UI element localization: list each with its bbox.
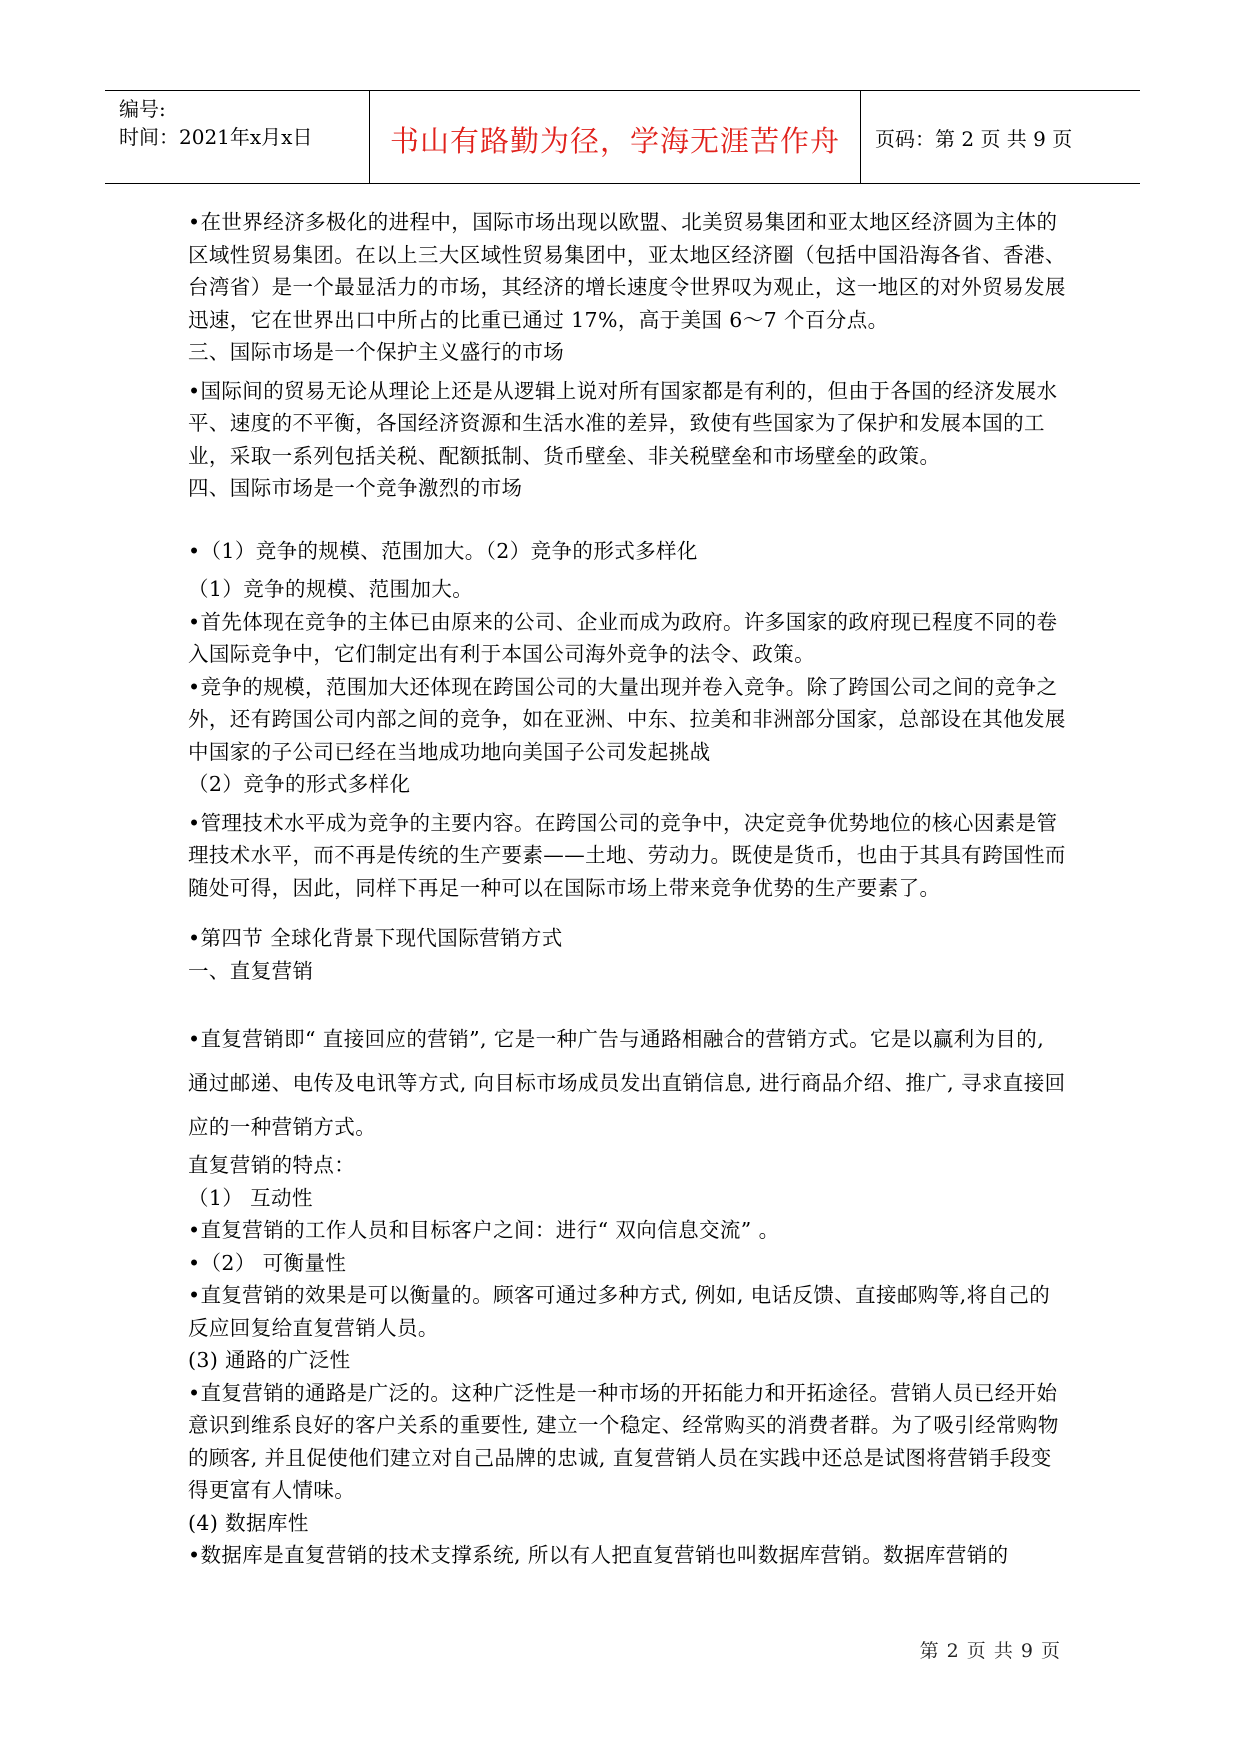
paragraph-multinational-competition: •竞争的规模，范围加大还体现在跨国公司的大量出现并卷入竞争。除了跨国公司之间的竞争之外，还有跨国公司内部之间的竞争，如在亚洲、中东、拉美和非洲部分国家，总部设在其他发展中国家的子公司已经在当地成功地向美国子公司发起挑战 <box>188 674 1066 764</box>
document-time-label: 时间：2021年x月x日 <box>119 125 313 149</box>
paragraph-protectionism: •国际间的贸易无论从理论上还是从逻辑上说对所有国家都是有利的，但由于各国的经济发展水平、速度的不平衡，各国经济资源和生活水准的差异，致使有些国家为了保护和发展本国的工业，采取一系列包括关税、配额抵制、货币壁垒、非关税壁垒和市场壁垒的政策。 <box>188 378 1058 468</box>
paragraph-competition-summary: •（1）竞争的规模、范围加大。（2）竞争的形式多样化 <box>188 538 698 563</box>
paragraph-channel-breadth: •直复营销的通路是广泛的。这种广泛性是一种市场的开拓能力和开拓途径。营销人员已经开始意识到维系良好的客户关系的重要性, 建立一个稳定、经常购买的消费者群。为了吸引经常购物的顾客, 并且促使他们建立对自己品牌的忠诚, 直复营销人员在实践中还总是试图将营销手段变得更富有人情味。 <box>188 1380 1059 1502</box>
document-body <box>188 206 1068 1572</box>
subheading-competition-scale: （1）竞争的规模、范围加大。 <box>188 577 474 601</box>
header-page-code: 页码：第 2 页 共 9 页 <box>875 127 1073 151</box>
feature-channel-breadth: (3) 通路的广泛性 <box>188 1348 351 1372</box>
paragraph-management-technology: •管理技术水平成为竞争的主要内容。在跨国公司的竞争中，决定竞争优势地位的核心因素是管理技术水平，而不再是传统的生产要素——土地、劳动力。既使是货币，也由于其具有跨国性而随处可得，因此，同样下再足一种可以在国际市场上带来竞争优势的生产要素了。 <box>188 810 1066 900</box>
paragraph-measurability: •直复营销的效果是可以衡量的。顾客可通过多种方式, 例如, 电话反馈、直接邮购等,将自己的反应回复给直复营销人员。 <box>188 1283 1051 1340</box>
header-info-cell <box>105 91 370 183</box>
paragraph-database: •数据库是直复营销的技术支撑系统, 所以有人把直复营销也叫数据库营销。数据库营销的 <box>188 1543 1009 1567</box>
paragraph-asia-pacific: •在世界经济多极化的进程中，国际市场出现以欧盟、北美贸易集团和亚太地区经济圆为主体的区域性贸易集团。在以上三大区域性贸易集团中，亚太地区经济圈（包括中国沿海各省、香港、台湾省）是一个最显活力的市场，其经济的增长速度令世界叹为观止，这一地区的对外贸易发展迅速，它在世界出口中所占的比重已通过 17%，高于美国 6～7 个百分点。 <box>188 210 1066 332</box>
feature-database: (4) 数据库性 <box>188 1510 309 1535</box>
section-heading-competition: 四、国际市场是一个竞争激烈的市场 <box>188 476 523 500</box>
paragraph-government-competition: •首先体现在竞争的主体已由原来的公司、企业而成为政府。许多国家的政府现已程度不同的卷入国际竞争中，它们制定出有利于本国公司海外竞争的法令、政策。 <box>188 609 1058 666</box>
feature-measurability: •（2） 可衡量性 <box>188 1250 347 1275</box>
header-page-cell <box>861 91 1140 183</box>
subheading-direct-marketing-features: 直复营销的特点： <box>188 1153 356 1177</box>
subheading-direct-marketing: 一、直复营销 <box>188 958 314 983</box>
paragraph-direct-marketing-definition: •直复营销即“ 直接回应的营销”, 它是一种广告与通路相融合的营销方式。它是以赢利为目的, 通过邮递、电传及电讯等方式, 向目标市场成员发出直销信息, 进行商品介绍、推广, 寻求直接回应的一种营销方式。 <box>188 1027 1066 1139</box>
paragraph-interactivity: •直复营销的工作人员和目标客户之间：进行“ 双向信息交流” 。 <box>188 1218 780 1242</box>
subheading-competition-forms: （2）竞争的形式多样化 <box>188 772 411 796</box>
header-slogan: 书山有路勤为径，学海无涯苦作舟 <box>389 124 840 158</box>
header-slogan-cell <box>370 91 861 183</box>
section-heading-protectionism: 三、国际市场是一个保护主义盛行的市场 <box>188 340 565 364</box>
page-footer-number: 第 2 页 共 9 页 <box>919 1640 1061 1662</box>
document-code-label: 编号: <box>119 97 166 121</box>
section-heading-section-four: •第四节 全球化背景下现代国际营销方式 <box>188 926 563 950</box>
page-header <box>105 90 1140 184</box>
feature-interactivity: （1） 互动性 <box>188 1185 313 1210</box>
